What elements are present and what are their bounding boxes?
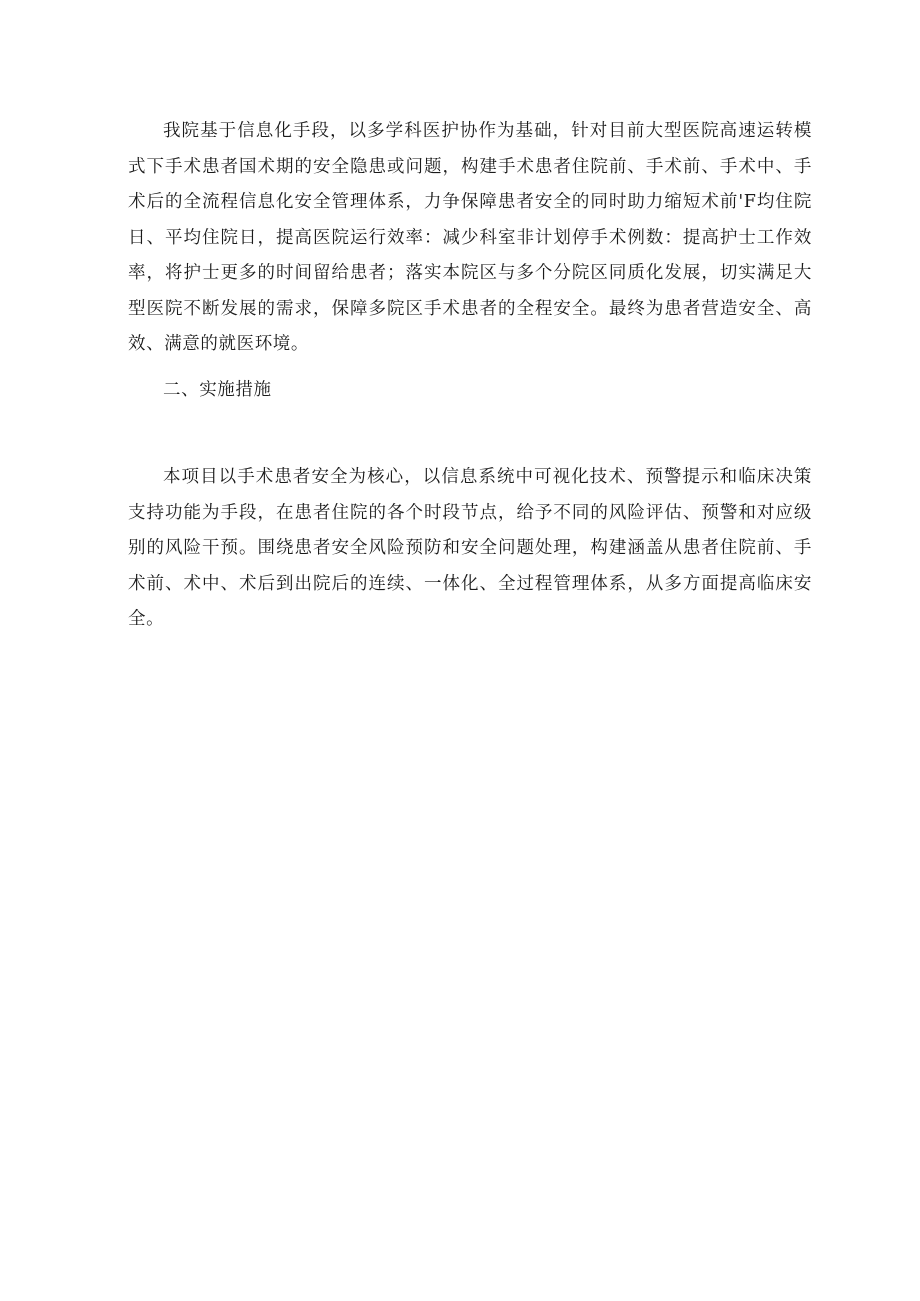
document-body: [128, 114, 812, 638]
paragraph-implementation: 本项目以手术患者安全为核心，以信息系统中可视化技术、预警提示和临床决策支持功能为手段，在患者住院的各个时段节点，给予不同的风险评估、预警和对应级别的风险干预。围绕患者安全风险预防和安全问题处理，构建涵盖从患者住院前、手术前、术中、术后到出院后的连续、一体化、全过程管理体系，从多方面提高临床安全。: [128, 467, 812, 629]
paragraph-background: 我院基于信息化手段，以多学科医护协作为基础，针对目前大型医院高速运转模式下手术患者国术期的安全隐患或问题，构建手术患者住院前、手术前、手术中、手术后的全流程信息化安全管理体系，力争保障患者安全的同时助力缩短术前'F均住院日、平均住院日，提高医院运行效率：减少科室非计划停手术例数：提高护士工作效率，将护士更多的时间留给患者；落实本院区与多个分院区同质化发展，切实满足大型医院不断发展的需求，保障多院区手术患者的全程安全。最终为患者营造安全、高效、满意的就医环境。: [128, 121, 812, 354]
section-heading-implementation: 二、实施措施: [163, 379, 272, 400]
